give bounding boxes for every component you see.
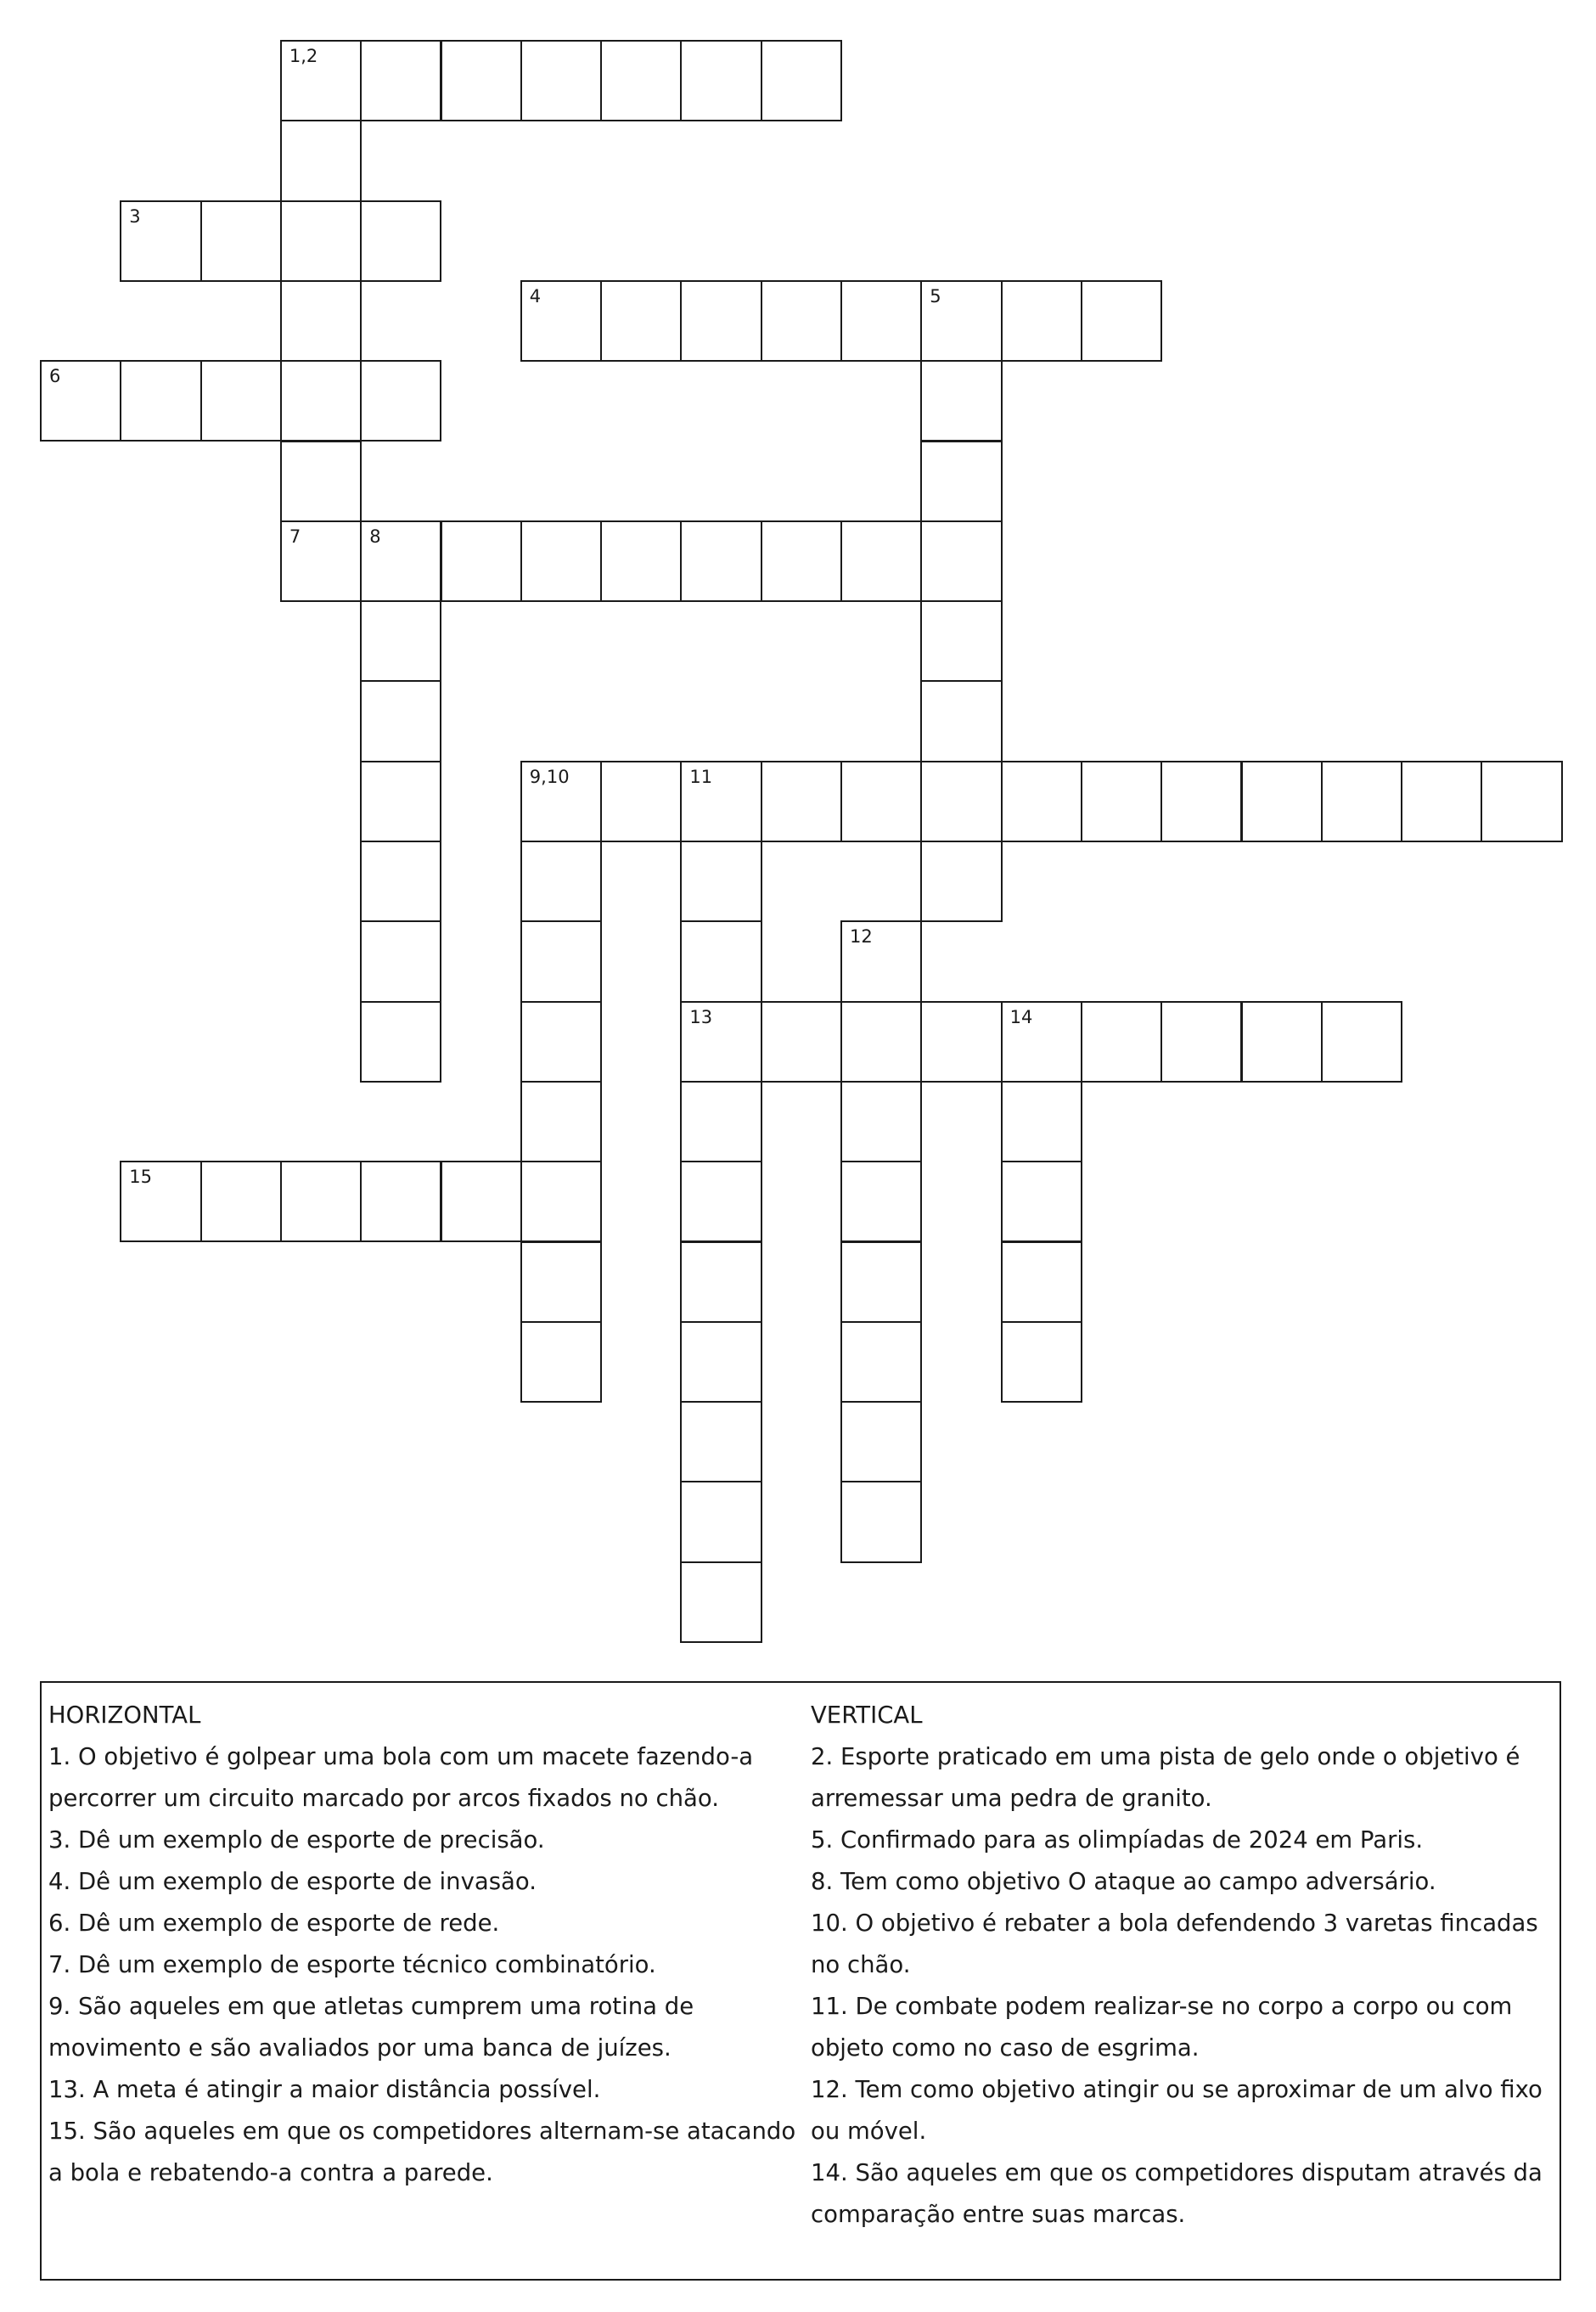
crossword-cell[interactable] xyxy=(280,360,362,442)
crossword-cell[interactable] xyxy=(1401,761,1482,842)
crossword-cell[interactable] xyxy=(680,520,761,602)
crossword-cell[interactable] xyxy=(840,1241,922,1323)
crossword-cell[interactable] xyxy=(840,1081,922,1162)
crossword-cell[interactable] xyxy=(520,1241,602,1323)
horizontal-clues xyxy=(48,1695,812,2194)
crossword-cell[interactable] xyxy=(520,1081,602,1162)
crossword-cell[interactable] xyxy=(360,40,441,121)
clue-number: 11 xyxy=(689,766,713,787)
horizontal-clue: 9. São aqueles em que atletas cumprem uma rotina de movimento e são avaliados por uma banca de juízes. xyxy=(48,1993,694,2062)
clue-number: 14 xyxy=(1009,1006,1033,1027)
crossword-cell[interactable] xyxy=(520,280,602,362)
crossword-cell[interactable] xyxy=(840,280,922,362)
crossword-cell[interactable] xyxy=(1241,761,1323,842)
crossword-cell[interactable] xyxy=(120,360,201,442)
crossword-cell[interactable] xyxy=(1241,1001,1323,1083)
crossword-cell[interactable] xyxy=(1001,280,1082,362)
clues-box xyxy=(40,1681,1561,2281)
clue-number: 3 xyxy=(129,205,141,227)
crossword-cell[interactable] xyxy=(280,200,362,282)
crossword-cell[interactable] xyxy=(280,520,362,602)
crossword-cell[interactable] xyxy=(280,280,362,362)
crossword-cell[interactable] xyxy=(1001,1161,1082,1242)
crossword-cell[interactable] xyxy=(200,1161,282,1242)
horizontal-clue: 3. Dê um exemplo de esporte de precisão. xyxy=(48,1826,545,1854)
crossword-cell[interactable] xyxy=(360,1161,441,1242)
horizontal-clue: 1. O objetivo é golpear uma bola com um macete fazendo-a percorrer um circuito marcado por arcos fixados no chão. xyxy=(48,1743,754,1812)
clue-number: 9,10 xyxy=(529,766,570,787)
crossword-cell[interactable] xyxy=(840,1161,922,1242)
crossword-cell[interactable] xyxy=(520,920,602,1002)
crossword-cell[interactable] xyxy=(360,520,441,602)
crossword-cell[interactable] xyxy=(520,1161,602,1242)
crossword-cell[interactable] xyxy=(1001,1241,1082,1323)
crossword-cell[interactable] xyxy=(360,360,441,442)
vertical-clue: 11. De combate podem realizar-se no corpo a corpo ou com objeto como no caso de esgrima. xyxy=(811,1993,1513,2062)
crossword-cell[interactable] xyxy=(280,1161,362,1242)
crossword-cell[interactable] xyxy=(1321,761,1402,842)
crossword-cell[interactable] xyxy=(920,280,1002,362)
vertical-clue: 8. Tem como objetivo O ataque ao campo adversário. xyxy=(811,1868,1436,1895)
crossword-cell[interactable] xyxy=(840,761,922,842)
clue-number: 15 xyxy=(129,1167,153,1188)
horizontal-clue: 15. São aqueles em que os competidores alternam-se atacando a bola e rebatendo-a contra a parede. xyxy=(48,2118,796,2186)
crossword-cell[interactable] xyxy=(520,1001,602,1083)
crossword-cell[interactable] xyxy=(1321,1001,1402,1083)
horizontal-clue: 6. Dê um exemplo de esporte de rede. xyxy=(48,1910,500,1937)
crossword-cell[interactable] xyxy=(680,1481,761,1562)
crossword-cell[interactable] xyxy=(1160,1001,1242,1083)
vertical-clue: 10. O objetivo é rebater a bola defendendo 3 varetas fincadas no chão. xyxy=(811,1910,1538,1978)
crossword-cell[interactable] xyxy=(360,200,441,282)
crossword-cell[interactable] xyxy=(360,761,441,842)
crossword-cell[interactable] xyxy=(1001,1001,1082,1083)
clue-number: 6 xyxy=(49,366,61,387)
crossword-cell[interactable] xyxy=(1001,761,1082,842)
crossword-cell[interactable] xyxy=(840,520,922,602)
crossword-cell[interactable] xyxy=(600,280,682,362)
crossword-cell[interactable] xyxy=(520,1321,602,1403)
crossword-cell[interactable] xyxy=(40,360,121,442)
crossword-cell[interactable] xyxy=(1081,1001,1162,1083)
vertical-clue: 12. Tem como objetivo atingir ou se aproximar de um alvo fixo ou móvel. xyxy=(811,2076,1543,2145)
crossword-cell[interactable] xyxy=(761,761,842,842)
crossword-cell[interactable] xyxy=(920,360,1002,442)
horizontal-clue: 13. A meta é atingir a maior distância possível. xyxy=(48,2076,601,2103)
horizontal-clue: 4. Dê um exemplo de esporte de invasão. xyxy=(48,1868,537,1895)
crossword-cell[interactable] xyxy=(680,841,761,922)
crossword-cell[interactable] xyxy=(441,1161,522,1242)
crossword-cell[interactable] xyxy=(761,280,842,362)
crossword-cell[interactable] xyxy=(600,520,682,602)
crossword-cell[interactable] xyxy=(840,1001,922,1083)
crossword-cell[interactable] xyxy=(280,441,362,522)
crossword-cell[interactable] xyxy=(680,1081,761,1162)
crossword-cell[interactable] xyxy=(1081,280,1162,362)
crossword-cell[interactable] xyxy=(360,841,441,922)
vertical-clue: 14. São aqueles em que os competidores disputam através da comparação entre suas marcas. xyxy=(811,2159,1543,2228)
crossword-cell[interactable] xyxy=(840,1321,922,1403)
crossword-cell[interactable] xyxy=(360,680,441,762)
clue-number: 1,2 xyxy=(289,46,318,66)
crossword-cell[interactable] xyxy=(600,40,682,121)
crossword-cell[interactable] xyxy=(680,1161,761,1242)
crossword-cell[interactable] xyxy=(1081,761,1162,842)
crossword-cell[interactable] xyxy=(920,600,1002,682)
crossword-cell[interactable] xyxy=(280,40,362,121)
crossword-cell[interactable] xyxy=(680,40,761,121)
crossword-cell[interactable] xyxy=(120,200,201,282)
crossword-cell[interactable] xyxy=(920,520,1002,602)
crossword-cell[interactable] xyxy=(920,841,1002,922)
crossword-cell[interactable] xyxy=(1481,761,1562,842)
vertical-heading: VERTICAL xyxy=(811,1702,923,1729)
clue-number: 8 xyxy=(369,526,381,547)
crossword-cell[interactable] xyxy=(441,520,522,602)
clue-number: 5 xyxy=(930,285,941,307)
clue-number: 13 xyxy=(689,1006,713,1027)
crossword-cell[interactable] xyxy=(920,441,1002,522)
crossword-cell[interactable] xyxy=(680,1561,761,1643)
crossword-cell[interactable] xyxy=(840,920,922,1002)
vertical-clue: 5. Confirmado para as olimpíadas de 2024 em Paris. xyxy=(811,1826,1424,1854)
crossword-cell[interactable] xyxy=(360,920,441,1002)
crossword-cell[interactable] xyxy=(840,1481,922,1562)
clue-number: 12 xyxy=(850,926,873,948)
crossword-cell[interactable] xyxy=(680,1241,761,1323)
crossword-cell[interactable] xyxy=(680,1001,761,1083)
crossword-cell[interactable] xyxy=(280,120,362,201)
crossword-cell[interactable] xyxy=(520,841,602,922)
crossword-cell[interactable] xyxy=(1001,1081,1082,1162)
crossword-cell[interactable] xyxy=(680,1401,761,1482)
crossword-cell[interactable] xyxy=(920,680,1002,762)
crossword-cell[interactable] xyxy=(120,1161,201,1242)
crossword-cell[interactable] xyxy=(200,360,282,442)
crossword-cell[interactable] xyxy=(680,1321,761,1403)
crossword-cell[interactable] xyxy=(761,40,842,121)
crossword-cell[interactable] xyxy=(761,520,842,602)
clue-number: 7 xyxy=(289,526,301,547)
crossword-cell[interactable] xyxy=(360,1001,441,1083)
crossword-cell[interactable] xyxy=(680,920,761,1002)
clue-number: 4 xyxy=(529,285,542,307)
crossword-cell[interactable] xyxy=(520,761,602,842)
crossword-cell[interactable] xyxy=(520,520,602,602)
crossword-cell[interactable] xyxy=(441,40,522,121)
vertical-clue: 2. Esporte praticado em uma pista de gelo onde o objetivo é arremessar uma pedra de granito. xyxy=(811,1743,1520,1812)
crossword-cell[interactable] xyxy=(200,200,282,282)
crossword-cell[interactable] xyxy=(680,280,761,362)
crossword-cell[interactable] xyxy=(920,1001,1002,1083)
crossword-cell[interactable] xyxy=(600,761,682,842)
crossword-cell[interactable] xyxy=(680,761,761,842)
crossword-cell[interactable] xyxy=(1001,1321,1082,1403)
crossword-cell[interactable] xyxy=(920,761,1002,842)
crossword-cell[interactable] xyxy=(360,600,441,682)
horizontal-clue: 7. Dê um exemplo de esporte técnico combinatório. xyxy=(48,1951,656,1978)
crossword-cell[interactable] xyxy=(761,1001,842,1083)
vertical-clues xyxy=(811,1695,1558,2236)
horizontal-heading: HORIZONTAL xyxy=(48,1702,201,1729)
crossword-cell[interactable] xyxy=(520,40,602,121)
crossword-cell[interactable] xyxy=(1160,761,1242,842)
crossword-cell[interactable] xyxy=(840,1401,922,1482)
